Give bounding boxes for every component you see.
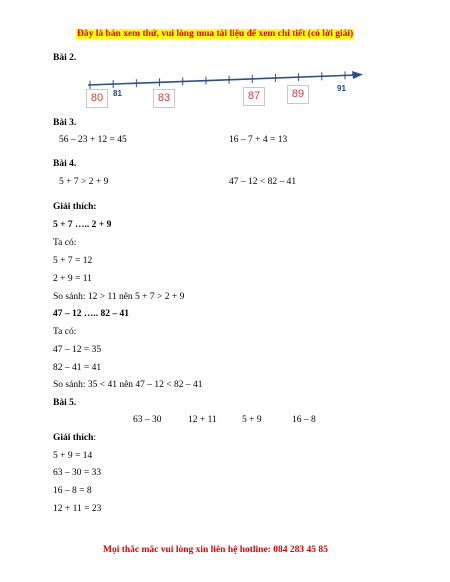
- explain-line: So sánh: 12 > 11 nên 5 + 7 > 2 + 9: [53, 292, 185, 302]
- bai3-right: 16 – 7 + 4 = 13: [229, 135, 288, 145]
- giai-thich-title: Giải thích:: [53, 202, 97, 212]
- bai3-title: Bài 3.: [53, 118, 77, 128]
- expression-item: 5 + 9: [242, 415, 262, 425]
- preview-notice: Đây là bản xem thử, vui lòng mua tài liệu để xem chi tiết (có lời giải): [77, 29, 354, 39]
- number-box-83: 83: [153, 89, 175, 108]
- expression-item: 16 – 8: [292, 415, 316, 425]
- explain-line: 16 – 8 = 8: [53, 486, 92, 496]
- giai-thich-2-title: Giải thích:: [53, 433, 97, 443]
- bai4-left: 5 + 7 > 2 + 9: [59, 177, 109, 187]
- explain-line: 5 + 9 = 14: [53, 451, 93, 461]
- bai3-left: 56 – 23 + 12 = 45: [59, 135, 127, 145]
- compare-line: 5 + 7 ….. 2 + 9: [53, 220, 112, 230]
- number-box-80: 80: [86, 89, 108, 108]
- bai4-right: 47 – 12 < 82 – 41: [229, 177, 297, 187]
- explain-line: 12 + 11 = 23: [53, 504, 102, 514]
- number-label-81: 81: [113, 89, 122, 98]
- number-label-91: 91: [337, 84, 346, 93]
- explain-line: 82 – 41 = 41: [53, 363, 102, 373]
- explain-line: 47 – 12 = 35: [53, 345, 102, 355]
- number-box-87: 87: [243, 87, 265, 106]
- explain-line: Ta có:: [53, 238, 77, 248]
- compare-line: 47 – 12 ….. 82 – 41: [53, 309, 129, 319]
- explain-line: Ta có:: [53, 327, 77, 337]
- explain-line: 5 + 7 = 12: [53, 256, 93, 266]
- number-line: [80, 68, 370, 94]
- bai4-title: Bài 4.: [53, 159, 77, 169]
- footer-hotline: Mọi thắc mắc vui lòng xin liên hệ hotline: 084 283 45 85: [103, 545, 328, 555]
- bai2-title: Bài 2.: [53, 53, 77, 63]
- explain-line: 2 + 9 = 11: [53, 274, 92, 284]
- explain-line: So sánh: 35 < 41 nên 47 – 12 < 82 – 41: [53, 380, 203, 390]
- expression-item: 12 + 11: [188, 415, 217, 425]
- bai5-title: Bài 5.: [53, 398, 77, 408]
- number-box-89: 89: [287, 85, 309, 104]
- explain-line: 63 – 30 = 33: [53, 468, 102, 478]
- expression-item: 63 – 30: [133, 415, 162, 425]
